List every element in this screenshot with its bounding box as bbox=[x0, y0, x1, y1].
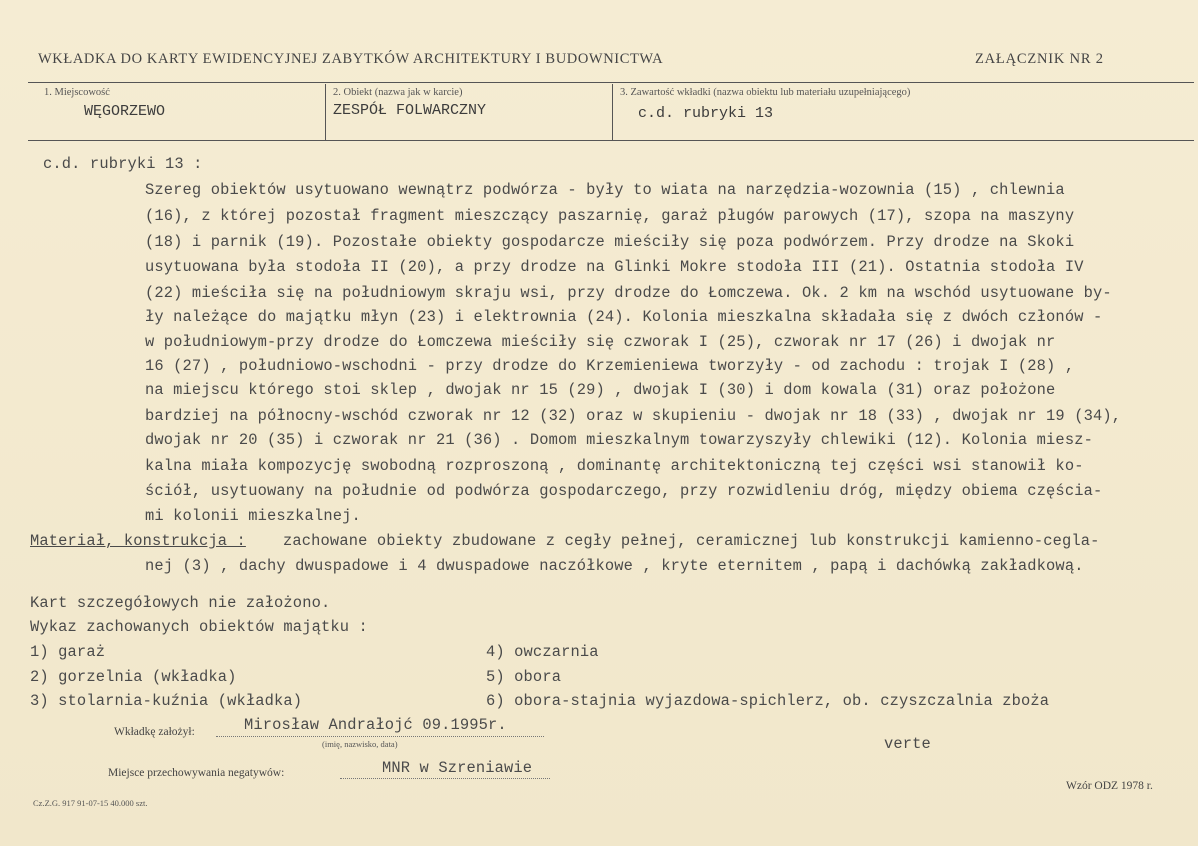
field-locality-value: WĘGORZEWO bbox=[84, 103, 166, 120]
material-text: nej (3) , dachy dwuspadowe i 4 dwuspadowe naczółkowe , kryte eternitem , papą i dachówką zakładkową. bbox=[145, 557, 1084, 575]
body-line: usytuowana była stodoła II (20), a przy drodze na Glinki Mokre stodoła III (21). Ostatnia stodoła IV bbox=[145, 258, 1084, 276]
author-hint: (imię, nazwisko, data) bbox=[322, 739, 398, 749]
body-line: 16 (27) , południowo-wschodni - przy drodze do Krzemieniewa tworzyły - od zachodu : trojak I (28) , bbox=[145, 357, 1075, 375]
author-label: Wkładkę założył: bbox=[114, 726, 195, 738]
field-locality-label: 1. Miejscowość bbox=[44, 87, 110, 98]
material-text: zachowane obiekty zbudowane z cegły pełnej, ceramicznej lub konstrukcji kamienno-cegla- bbox=[283, 532, 1100, 550]
body-line: ściół, usytuowany na południe od podwórza gospodarczego, przy rozwidleniu dróg, między obiema częścia- bbox=[145, 482, 1103, 500]
body-line: bardziej na północny-wschód czworak nr 12 (32) oraz w skupieniu - dwojak nr 18 (33) , dwojak nr 19 (34), bbox=[145, 407, 1122, 425]
body-line: mi kolonii mieszkalnej. bbox=[145, 507, 361, 525]
objects-list-heading: Wykaz zachowanych obiektów majątku : bbox=[30, 618, 368, 636]
author-value: Mirosław Andrałojć 09.1995r. bbox=[244, 716, 507, 734]
negatives-dotted-line bbox=[340, 778, 550, 779]
form-title: WKŁADKA DO KARTY EWIDENCYJNEJ ZABYTKÓW ARCHITEKTURY I BUDOWNICTWA bbox=[38, 51, 664, 67]
field-divider-2 bbox=[612, 84, 613, 140]
list-item: 4) owczarnia bbox=[486, 643, 599, 661]
body-line: ły należące do majątku młyn (23) i elektrownia (24). Kolonia mieszkalna składała się z dwóch członów - bbox=[145, 308, 1103, 326]
field-contents-value: c.d. rubryki 13 bbox=[638, 105, 774, 122]
field-object-label: 2. Obiekt (nazwa jak w karcie) bbox=[333, 87, 463, 98]
list-item: 2) gorzelnia (wkładka) bbox=[30, 668, 237, 686]
field-object-value: ZESPÓŁ FOLWARCZNY bbox=[333, 102, 487, 119]
verte-note: verte bbox=[884, 735, 931, 753]
negatives-label: Miejsce przechowywania negatywów: bbox=[108, 767, 285, 779]
body-line: dwojak nr 20 (35) i czworak nr 21 (36) . Domom mieszkalnym towarzyszyły chlewiki (12). Kolonia miesz- bbox=[145, 431, 1093, 449]
no-detail-cards-note: Kart szczegółowych nie założono. bbox=[30, 594, 331, 612]
field-contents-label: 3. Zawartość wkładki (nazwa obiektu lub materiału uzupełniającego) bbox=[620, 87, 911, 98]
field-divider-1 bbox=[325, 84, 326, 140]
body-line: (18) i parnik (19). Pozostałe obiekty gospodarcze mieściły się poza podwórzem. Przy drodze na Skoki bbox=[145, 233, 1075, 251]
negatives-value: MNR w Szreniawie bbox=[382, 759, 533, 777]
body-line: na miejscu którego stoi sklep , dwojak nr 15 (29) , dwojak I (30) i dom kowala (31) oraz położone bbox=[145, 381, 1056, 399]
continuation-heading: c.d. rubryki 13 : bbox=[43, 155, 203, 173]
list-item: 3) stolarnia-kuźnia (wkładka) bbox=[30, 692, 303, 710]
form-reference: Wzór ODZ 1978 r. bbox=[1066, 780, 1153, 792]
fields-bottom-rule bbox=[28, 140, 1194, 141]
body-line: (16), z której pozostał fragment mieszczący paszarnię, garaż pługów parowych (17), szopa na maszyny bbox=[145, 207, 1075, 225]
list-item: 5) obora bbox=[486, 668, 562, 686]
body-line: w południowym-przy drodze do Łomczewa mieściły się czworak I (25), czworak nr 17 (26) i dwojak nr bbox=[145, 333, 1056, 351]
body-line: kalna miała kompozycję swobodną rozproszoną , dominantę architektoniczną tej części wsi stanowił ko- bbox=[145, 457, 1084, 475]
print-info: Cz.Z.G. 917 91-07-15 40.000 szt. bbox=[33, 798, 148, 808]
top-rule bbox=[28, 82, 1194, 83]
author-dotted-line bbox=[216, 736, 544, 737]
list-item: 1) garaż bbox=[30, 643, 106, 661]
body-line: (22) mieściła się na południowym skraju wsi, przy drodze do Łomczewa. Ok. 2 km na wschód usytuowane by- bbox=[145, 284, 1112, 302]
body-line: Szereg obiektów usytuowano wewnątrz podwórza - były to wiata na narzędzia-wozownia (15) , chlewnia bbox=[145, 181, 1065, 199]
list-item: 6) obora-stajnia wyjazdowa-spichlerz, ob. czyszczalnia zboża bbox=[486, 692, 1050, 710]
material-label: Materiał, konstrukcja : bbox=[30, 532, 246, 550]
attachment-number: ZAŁĄCZNIK NR 2 bbox=[975, 51, 1104, 67]
